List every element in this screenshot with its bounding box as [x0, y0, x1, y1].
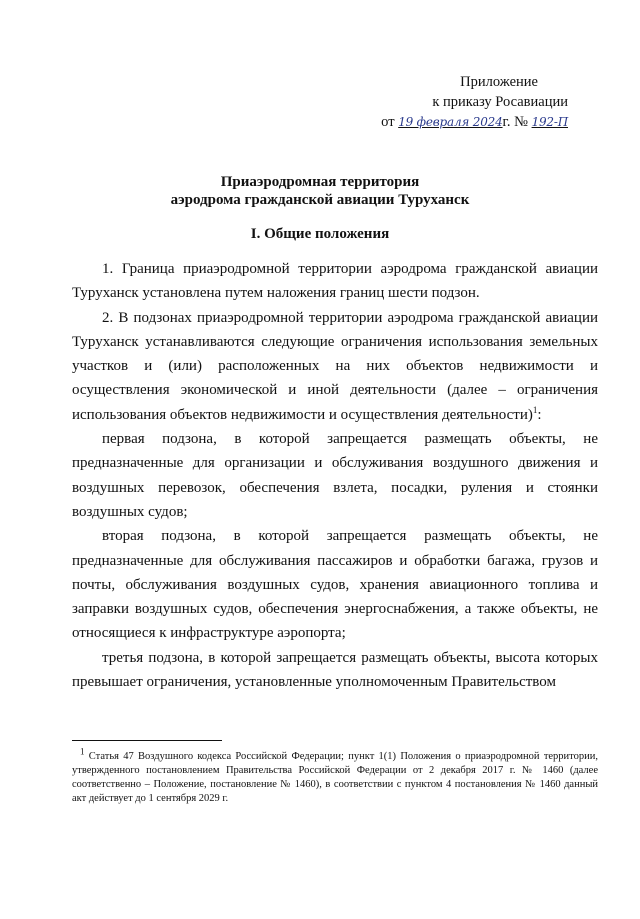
date-prefix: от	[381, 114, 395, 130]
footnote	[72, 746, 598, 806]
approval-appendix-label: Приложение	[460, 74, 538, 90]
paragraph-1: 1. Граница приаэродромной территории аэродрома гражданской авиации Туруханск установлена путем наложения границ шести подзон.	[72, 261, 598, 302]
body-text	[72, 257, 598, 694]
footnote-text	[72, 746, 598, 806]
number-label: №	[514, 114, 528, 130]
section-heading: I. Общие положения	[250, 226, 390, 242]
subzone-2: вторая подзона, в которой запрещается размещать объекты, не предназначенные для обслуживания пассажиров и обработки багажа, грузов и почты, обслуживания воздушных судов, хранения авиационного топлива и заправки воздушных судов, обеспечения энергоснабжения, а также объекты, не относящиеся к инфраструктуре аэропорта;	[72, 528, 598, 642]
document-title-line2: аэродрома гражданской авиации Туруханск	[170, 192, 470, 208]
approval-block	[368, 72, 568, 132]
document-title-line1: Приаэродромная территория	[220, 174, 420, 190]
subzone-1: первая подзона, в которой запрещается размещать объекты, не предназначенные для организации и обслуживания воздушного движения и воздушных перевозок, обеспечения взлета, посадки, руления и стоянки воздушных судов;	[72, 431, 598, 520]
footnote-body: Статья 47 Воздушного кодекса Российской Федерации; пункт 1(1) Положения о приаэродромной территории, утвержденного постановлением Правительства Российской Федерации от 2 декабря 2017 г. № 1460 (далее соответственно – Положение, постановление № 1460), в соответствии с пунктом 4 постановления № 1460 данный акт действует до 1 сентября 2029 г.	[72, 751, 598, 804]
subzone-3: третья подзона, в которой запрещается размещать объекты, высота которых превышает ограничения, установленные уполномоченным Правительством	[72, 649, 598, 691]
footnote-marker: 1	[80, 746, 85, 757]
handwritten-date: 19 февраля 2024	[398, 115, 503, 129]
handwritten-number: 192-П	[531, 115, 568, 129]
paragraph-2	[72, 306, 598, 427]
paragraph-2-text: 2. В подзонах приаэродромной территории аэродрома гражданской авиации Туруханск устанавливаются следующие ограничения использования земельных участков и (или) расположенных на них объектов недвижимости и осуществления экономической и иной деятельности (далее – ограничения использования объектов недвижимости и осуществления деятельности)	[72, 309, 598, 423]
paragraph-2-end: :	[537, 406, 542, 423]
year-suffix: г.	[502, 114, 511, 130]
footnote-divider	[72, 740, 222, 741]
approval-date-line	[368, 112, 568, 132]
footnote-reference: 1	[532, 404, 538, 415]
approval-order-label: к приказу Росавиации	[432, 94, 568, 110]
